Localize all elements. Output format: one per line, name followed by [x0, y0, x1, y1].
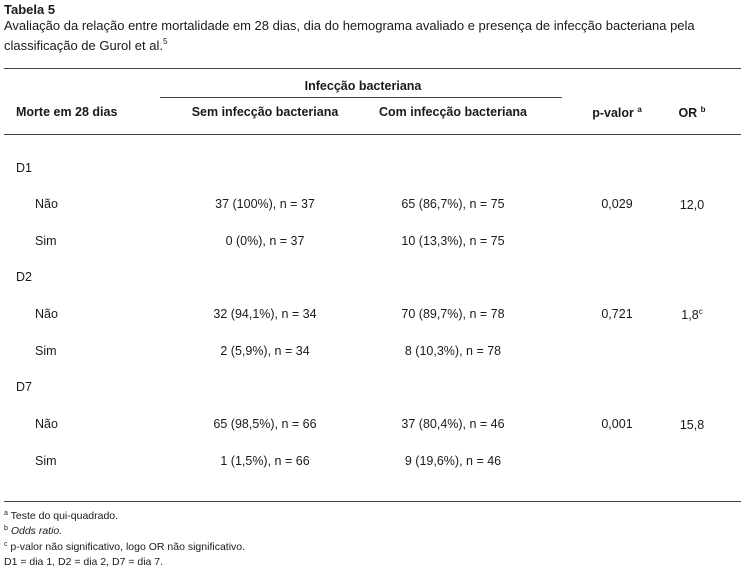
cell-with: 10 (13,3%), n = 75	[401, 234, 505, 248]
col-header-or	[678, 105, 705, 120]
cell-with: 9 (19,6%), n = 46	[404, 454, 502, 468]
footnote-text: Teste do qui-quadrado.	[10, 510, 119, 522]
row-label: Sim	[35, 234, 57, 248]
row-label: Não	[35, 307, 58, 321]
cell-without: 2 (5,9%), n = 34	[220, 344, 310, 358]
cell-or	[680, 417, 704, 432]
group-header: Infecção bacteriana	[304, 79, 422, 93]
group-subrule	[160, 97, 562, 98]
row-label: Não	[35, 417, 58, 431]
cell-without: 65 (98,5%), n = 66	[213, 417, 317, 431]
table-label: Tabela 5	[4, 2, 56, 17]
cell-or	[681, 307, 702, 322]
bottom-rule	[4, 501, 741, 502]
or-value: 1,8	[681, 308, 699, 322]
or-header-label: OR	[678, 106, 698, 120]
col-header-with: Com infecção bacteriana	[379, 105, 527, 119]
footnote-text: p-valor não significativo, logo OR não significativo.	[10, 541, 246, 553]
footnote-mark: c	[4, 541, 8, 548]
cell-without: 1 (1,5%), n = 66	[220, 454, 310, 468]
row-label: Não	[35, 197, 58, 211]
cell-without: 0 (0%), n = 37	[225, 234, 305, 248]
p-header-mark: a	[637, 105, 642, 114]
row-label: Sim	[35, 344, 57, 358]
cell-with: 65 (86,7%), n = 75	[401, 197, 505, 211]
footnote-d: D1 = dia 1, D2 = dia 2, D7 = dia 7.	[4, 556, 164, 568]
group-label: D2	[16, 270, 32, 284]
table-caption	[4, 18, 742, 54]
or-mark: c	[698, 307, 703, 316]
caption-reference: 5	[162, 37, 168, 46]
or-value: 15,8	[679, 418, 705, 432]
footnote-mark: a	[4, 510, 8, 517]
footnote-c	[4, 541, 245, 553]
cell-with: 8 (10,3%), n = 78	[404, 344, 502, 358]
col-header-without: Sem infecção bacteriana	[191, 105, 339, 119]
col-header-p	[592, 105, 642, 120]
caption-text: Avaliação da relação entre mortalidade em 28 dias, dia do hemograma avaliado e presença de infecção bacteriana pela classificação de Gurol et al.	[4, 18, 695, 53]
group-label: D7	[16, 380, 32, 394]
footnote-a	[4, 510, 118, 522]
header-rule	[4, 134, 741, 135]
cell-with: 70 (89,7%), n = 78	[401, 307, 505, 321]
p-header-label: p-valor	[592, 106, 634, 120]
cell-without: 32 (94,1%), n = 34	[213, 307, 317, 321]
cell-without: 37 (100%), n = 37	[215, 197, 315, 211]
cell-p: 0,029	[601, 197, 633, 211]
cell-with: 37 (80,4%), n = 46	[401, 417, 505, 431]
top-rule	[4, 68, 741, 69]
or-header-mark: b	[700, 105, 706, 114]
group-label: D1	[16, 161, 32, 175]
footnote-mark: b	[4, 525, 8, 532]
cell-p: 0,721	[601, 307, 633, 321]
footnote-b	[4, 525, 62, 537]
footnote-text: Odds ratio.	[10, 525, 63, 537]
cell-or	[680, 197, 704, 212]
cell-p: 0,001	[601, 417, 633, 431]
row-header: Morte em 28 dias	[16, 105, 118, 119]
or-value: 12,0	[679, 198, 705, 212]
row-label: Sim	[35, 454, 57, 468]
